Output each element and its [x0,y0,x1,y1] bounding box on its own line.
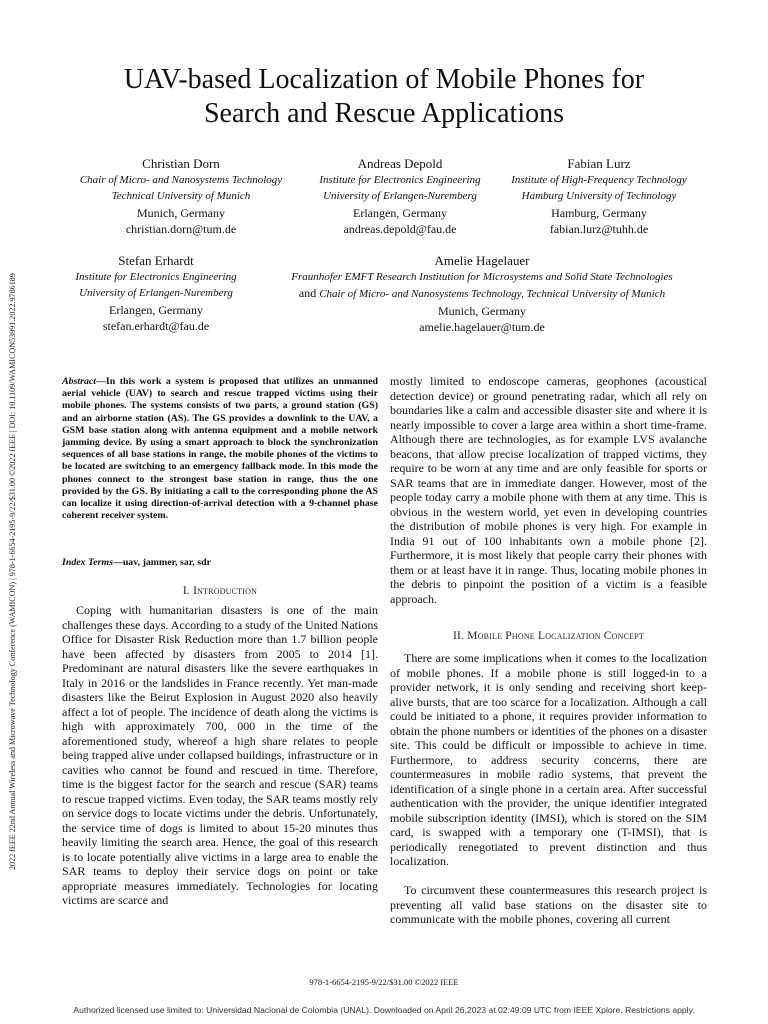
author-location: Hamburg, Germany [551,205,647,220]
author-location: Munich, Germany [137,205,225,220]
author-email[interactable]: fabian.lurz@tuhh.de [549,222,649,237]
abstract [62,376,378,522]
margin-citation [8,130,22,870]
author-block-3 [490,155,708,238]
section-heading-introduction: I. Introduction [182,585,258,597]
author-affiliation: Chair of Micro- and Nanosystems Technology [79,174,283,186]
author-email[interactable]: andreas.depold@fau.de [343,222,457,237]
author-affiliation: Hamburg University of Technology [521,190,677,203]
section-heading-concept: II. Mobile Phone Localization Concept [453,630,644,642]
body-paragraph: Coping with humanitarian disasters is one of the main challenges these days. According to a study of the United Nations Office for Disaster Risk Reduction more than 1.7 billion people have been affected by disasters from 2005 to 2014 [1]. Predominant are natural disasters like the severe earthquakes in Italy in 2016 or the landslides in France recently. Yet man-made disasters like the Beirut Explosion in August 2020 also heavily affect a lot of people. The incidence of death along the victims is high with approximately 700, 000 in the time of the aforementioned study, whereof a high share relates to people being trapped alive under collapsed buildings, infrastructure or in cavities who cannot be found and rescued in time. Therefore, time is the biggest factor for the search and rescue (SAR) teams to rescue trapped victims. Even today, the SAR teams mostly rely on service dogs to locate victims under the debris. Unfortunately, the service time of dogs is limited to about 15-20 minutes thus heavily limiting the search area. Hence, the goal of this research is to locate potentially alive victims in a large area to enable the SAR teams to deploy their service dogs on point or take appropriate measures immediately. Technologies for locating victims are scarce and [62,603,378,907]
author-affiliation: Institute for Electronics Engineering [75,271,237,283]
author-block-5 [254,252,710,336]
paper-title [60,63,708,131]
title-line-2: Search and Rescue Applications [203,98,564,129]
author-affiliation: Technical University of Munich [111,190,251,203]
abstract-text: —In this work a system is proposed that utilizes an unmanned aerial vehicle (UAV) to search and rescue trapped victims using their mobile phones. The systems consists of two parts, a ground station (GS) and an airborne station (AS). The GS provides a downlink to the UAV, a GSM base station along with antenna equipment and a mobile network jamming device. By using a smart approach to block the synchronization sequences of all base stations in range, the mobile phones of the victims to be located are switching to an emergency fallback mode. In this mode the phones connect to the strongest base station in range, thus the one provided by the GS. By initiating a call to the corresponding phone the AS can localize it using direction-of-arrival detection with a 9-channel phase coherent receiver system. [62,376,378,522]
author-affiliation: University of Erlangen-Nuremberg [79,287,233,300]
author-name: Andreas Depold [357,156,443,171]
body-paragraph: mostly limited to endoscope cameras, geophones (acoustical detection device) or ground penetrating radar, which all rely on boundaries like a calm and accessible disaster site and where it is nearly impossible to cover a large area within a short time-frame. Although there are technologies, as for example LVS avalanche beacons, that allow precise localization of trapped victims, they require to be worn at any time and are only feasible for sports or SAR teams that are in immediate danger. However, most of the people today carry a mobile phone with them at any time. This is obvious in the western world, yet even in developing countries the distribution of mobile phones is very high. For example in India 91 out of 100 inhabitants own a mobile phone [2]. Furthermore, it is most likely that people carry their phones with them or at least have it in range. Thus, locating mobile phones in the debris to pinpoint the position of a victim is a feasible approach. [390,374,707,606]
author-affiliation: Fraunhofer EMFT Research Institution for Microsystems and Solid State Technologies [291,271,673,283]
author-block-4 [58,252,254,335]
author-affiliation-line [254,285,710,302]
title-line-1: UAV-based Localization of Mobile Phones for [123,64,645,95]
margin-citation-text: 2022 IEEE 22nd Annual Wireless and Microwave Technology Conference (WAMICON) | 978-1-6654-2195-9/22/$31.00 ©2022 IEEE | DOI: 10.1109/WAMICON53991.2022.9786189 [8,273,17,870]
body-paragraph: To circumvent these countermeasures this research project is preventing all valid base stations on the disaster site to communicate with the mobile phones, covering all current [390,883,707,926]
author-location: Erlangen, Germany [109,302,203,317]
author-email[interactable]: christian.dorn@tum.de [125,222,237,237]
author-location: Erlangen, Germany [353,205,447,220]
author-name: Fabian Lurz [567,156,631,171]
footer-isbn: 978-1-6654-2195-9/22/$31.00 ©2022 IEEE [309,977,459,987]
author-email[interactable]: stefan.erhardt@fau.de [102,319,210,334]
abstract-label: Abstract [62,376,97,387]
author-name: Amelie Hagelauer [434,253,530,268]
author-affiliation: Chair of Micro- and Nanosystems Technology, Technical University of Munich [319,288,666,301]
author-location: Munich, Germany [438,303,526,318]
index-terms-label: Index Terms [62,557,113,568]
author-name: Christian Dorn [142,156,220,171]
author-affiliation: Institute of High-Frequency Technology [511,174,687,186]
author-affiliation: University of Erlangen-Nuremberg [323,190,477,203]
index-terms [62,557,378,568]
author-affiliation: Institute for Electronics Engineering [319,174,481,186]
author-name: Stefan Erhardt [118,253,194,268]
body-paragraph: There are some implications when it comes to the localization of mobile phones. If a mobile phone is still logged-in to a provider network, it is only sending and receiving short keep-alive bursts, that are too scarce for a localization. Although a call could be initiated to a phone, it requires provider information to obtain the phone numbers or identities of the phones on a disaster site. This could be difficult or impossible to achieve in time. Furthermore, to address security concerns, there are countermeasures in mobile radio systems, that prevent the identification of a single phone in a certain area. After successful authentication with the provider, the unique identifier integrated mobile subscription identity (IMSI), which is stored on the SIM card, is swapped with a temporary one (T-IMSI), that is periodically renegotiated to prevent distinction and thus localization. [390,651,707,868]
author-affiliation-conjunction: and [298,286,317,301]
index-terms-text: —uav, jammer, sar, sdr [112,557,211,568]
author-block-1 [62,155,300,238]
author-block-2 [300,155,500,238]
footer-license-notice: Authorized licensed use limited to: Universidad Nacional de Colombia (UNAL). Downloaded on April 26,2023 at 02:49:09 UTC from IEEE Xplore. Restrictions apply. [73,1005,695,1015]
author-email[interactable]: amelie.hagelauer@tum.de [419,320,545,335]
